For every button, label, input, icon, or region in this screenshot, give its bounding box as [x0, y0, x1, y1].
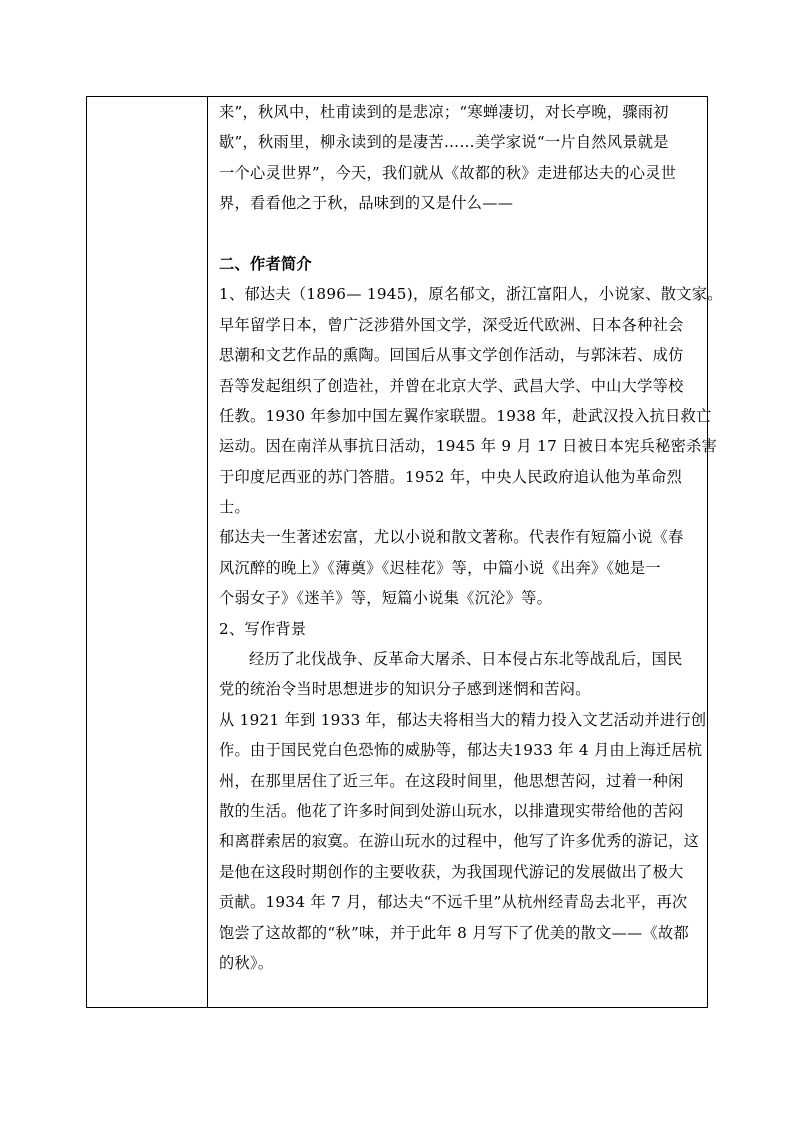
bio-line: 士。: [219, 498, 250, 517]
background-line: 州，在那里居住了近三年。在这段时间里，他思想苦闷，过着一种闲: [219, 771, 684, 790]
background-line: 是他在这段时期创作的主要收获，为我国现代游记的发展做出了极大: [219, 862, 684, 881]
bio-line: 早年留学日本，曾广泛涉猎外国文学，深受近代欧洲、日本各种社会: [219, 315, 684, 334]
works-line: 郁达夫一生著述宏富，尤以小说和散文著称。代表作有短篇小说《春: [219, 528, 684, 547]
intro-line: 歇”，秋雨里，柳永读到的是凄苦……美学家说“一片自然风景就是: [219, 133, 669, 152]
works-line: 风沉醉的晚上》《薄奠》《迟桂花》等，中篇小说《出奔》《她是一: [219, 558, 661, 577]
table-right-cell: [219, 97, 723, 978]
subheading: 2、写作背景: [219, 619, 307, 638]
background-line: 贡献。1934 年 7 月，郁达夫“不远千里”从杭州经青岛去北平，再次: [219, 893, 688, 912]
background-line: 的秋》。: [219, 953, 274, 972]
background-line: 从 1921 年到 1933 年，郁达夫将相当大的精力投入文艺活动并进行创: [219, 710, 707, 729]
intro-line: 来”，秋风中，杜甫读到的是悲凉；“寒蝉凄切，对长亭晚，骤雨初: [219, 103, 669, 121]
section-heading: 二、作者简介: [219, 254, 312, 273]
background-line: 经历了北伐战争、反革命大屠杀、日本侵占东北等战乱后，国民: [249, 650, 683, 669]
background-line: 和离群索居的寂寞。在游山玩水的过程中，他写了许多优秀的游记，这: [219, 832, 700, 851]
bio-line: 吾等发起组织了创造社，并曾在北京大学、武昌大学、中山大学等校: [219, 376, 684, 395]
table-left-cell: [87, 97, 207, 1007]
blank-line: [219, 219, 707, 249]
bio-line: 运动。因在南洋从事抗日活动，1945 年 9 月 17 日被日本宪兵秘密杀害: [219, 437, 718, 456]
bio-line: 思潮和文艺作品的熏陶。回国后从事文学创作活动，与郭沫若、成仿: [219, 346, 684, 365]
background-line: 饱尝了这故都的“秋”味，并于此年 8 月写下了优美的散文——《故都: [219, 923, 689, 942]
works-line: 个弱女子》《迷羊》等，短篇小说集《沉沦》等。: [219, 589, 553, 608]
bio-line: 于印度尼西亚的苏门答腊。1952 年，中央人民政府追认他为革命烈: [219, 467, 683, 486]
bio-line: 任教。1930 年参加中国左翼作家联盟。1938 年，赴武汉投入抗日救亡: [219, 406, 712, 425]
document-table: [86, 96, 723, 1008]
intro-line: 界，看看他之于秋，品味到的又是什么——: [219, 194, 514, 213]
intro-line: 一个心灵世界”，今天，我们就从《故都的秋》走进郁达夫的心灵世: [219, 163, 677, 182]
column-divider: [207, 97, 208, 1007]
background-line: 散的生活。他花了许多时间到处游山玩水，以排遣现实带给他的苦闷: [219, 801, 684, 820]
bio-line: 1、郁达夫（1896— 1945)，原名郁文，浙江富阳人，小说家、散文家。: [219, 285, 723, 304]
background-line: 党的统治令当时思想进步的知识分子感到迷惘和苦闷。: [219, 680, 591, 699]
background-line: 作。由于国民党白色恐怖的威胁等，郁达夫1933 年 4 月由上海迁居杭: [219, 741, 703, 760]
